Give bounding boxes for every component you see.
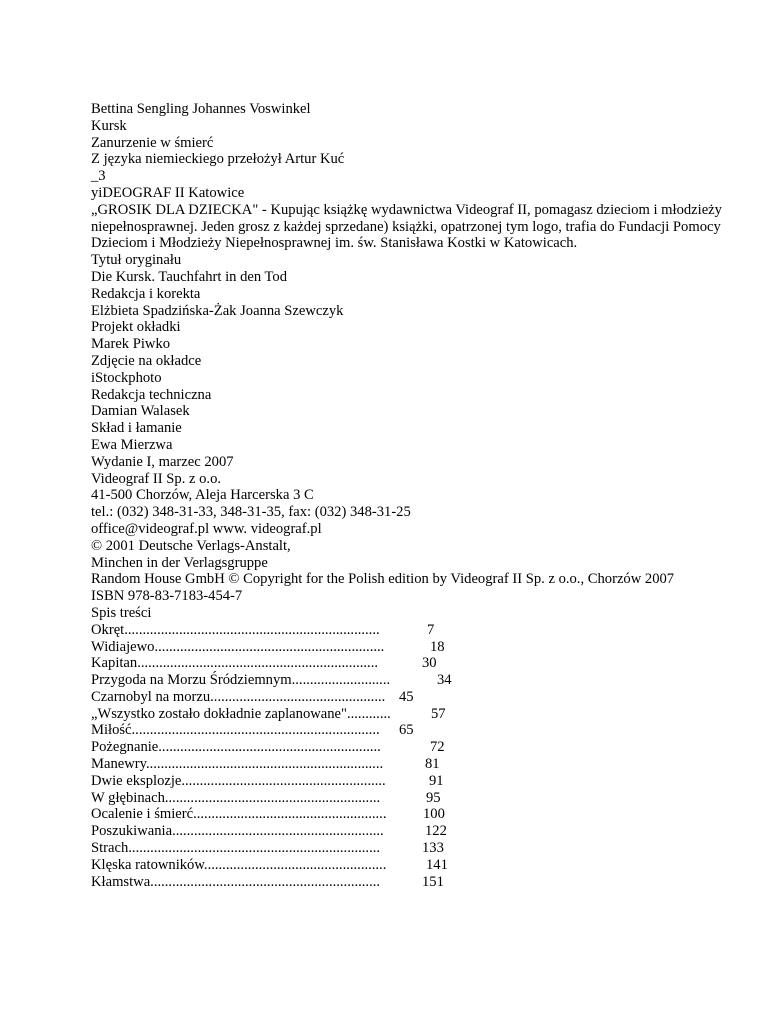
toc-entry-page: 65 [399,722,414,739]
credit-editing-names: Elżbieta Spadzińska-Żak Joanna Szewczyk [91,302,344,319]
toc-entry-title: Dwie eksplozje........................................................ [91,772,386,789]
credit-cover-photo-source: iStockphoto [91,369,162,386]
publisher-contact: office@videograf.pl www. videograf.pl [91,520,322,537]
toc-entry-title: W głębinach........................................................... [91,789,381,806]
toc-entry [91,706,731,723]
toc-entry-page: 100 [423,806,445,823]
credit-cover-design-name: Marek Piwko [91,336,171,353]
publisher-line: yiDEOGRAF II Katowice [91,184,245,201]
toc-entry-title: Widiajewo............................................................... [91,638,385,655]
toc-entry [91,857,731,874]
toc-entry [91,639,731,656]
credit-cover-design-label: Projekt okładki [91,319,181,336]
book-subtitle: Zanurzenie w śmierć [91,134,214,151]
publisher-name: Videograf II Sp. z o.o. [91,470,222,487]
credit-typesetting-label: Skład i łamanie [91,420,182,437]
toc-entry [91,622,731,639]
toc-entry-page: 133 [422,840,444,857]
toc-entry [91,874,731,891]
isbn: ISBN 978-83-7183-454-7 [91,588,243,605]
credit-technical-editing-name: Damian Walasek [91,403,190,420]
charity-notice: „GROSIK DLA DZIECKA" - Kupując książkę wydawnictwa Videograf II, pomagasz dzieciom i młodzieży niepełnosprawnej. Jeden grosz z każdej sprzedane) książki, opatrzonej tym logo, trafia do Fundacji Pomocy Dzieciom i Młodzieży Niepełnosprawnej im. św. Stanisława Kostki w Katowicach. [91,201,722,252]
publisher-address: 41-500 Chorzów, Aleja Harcerska 3 C [91,487,314,504]
toc-entry [91,655,731,672]
page-marker: _3 [91,168,106,185]
toc-entry-page: 30 [422,655,437,672]
toc-entry-page: 45 [399,688,414,705]
toc-entry [91,672,731,689]
toc-entry-title: Okręt...................................................................... [91,621,380,638]
toc-entry [91,739,731,756]
toc-entry-title: Klęska ratowników.................................................. [91,856,387,873]
toc-entry-title: Czarnobyl na morzu................................................ [91,688,386,705]
toc-entry [91,790,731,807]
toc-entry-title: Kapitan.................................................................. [91,655,378,672]
toc-entry-page: 18 [430,638,445,655]
toc-entry-title: Miłość.................................................................... [91,722,380,739]
credit-technical-editing-label: Redakcja techniczna [91,386,212,403]
toc-entry-page: 91 [429,772,444,789]
credit-original-title-label: Tytuł oryginału [91,252,182,269]
polish-copyright: Random House GmbH © Copyright for the Polish edition by Videograf II Sp. z o.o., Chorzów 2007 [91,571,675,588]
original-publisher-group: Minchen in der Verlagsgruppe [91,554,268,571]
toc-entry [91,823,731,840]
toc-entry [91,840,731,857]
toc-entry-page: 141 [426,856,448,873]
translator-line: Z języka niemieckiego przełożył Artur Kuć [91,151,345,168]
document-page [91,101,731,890]
toc-entry-title: Ocalenie i śmierć..................................................... [91,806,387,823]
credit-editing-label: Redakcja i korekta [91,285,201,302]
publisher-phone: tel.: (032) 348-31-33, 348-31-35, fax: (032) 348-31-25 [91,504,411,521]
toc-entry-page: 34 [437,672,452,689]
edition-line: Wydanie I, marzec 2007 [91,453,234,470]
toc-entry-page: 7 [427,621,435,638]
credit-original-title: Die Kursk. Tauchfahrt in den Tod [91,268,288,285]
toc-entry-title: Poszukiwania.......................................................... [91,823,384,840]
toc-entry-title: Manewry................................................................. [91,756,384,773]
toc-entry [91,806,731,823]
toc-entry [91,689,731,706]
toc-entry-title: Kłamstwa............................................................... [91,873,381,890]
toc-entry-page: 57 [431,705,446,722]
toc-heading: Spis treści [91,604,152,621]
credit-cover-photo-label: Zdjęcie na okładce [91,352,202,369]
original-copyright: © 2001 Deutsche Verlags-Anstalt, [91,537,291,554]
toc-entry [91,722,731,739]
toc-entry [91,773,731,790]
toc-entry-title: Przygoda na Morzu Śródziemnym........................... [91,672,391,689]
toc-entry-title: Strach..................................................................... [91,840,381,857]
toc-entry-page: 81 [425,756,440,773]
author-line: Bettina Sengling Johannes Voswinkel [91,101,311,117]
table-of-contents [91,622,731,891]
toc-entry-page: 151 [422,873,444,890]
toc-entry-title: „Wszystko zostało dokładnie zaplanowane"............ [91,705,391,722]
book-title: Kursk [91,117,127,134]
toc-entry [91,756,731,773]
toc-entry-page: 122 [425,823,447,840]
toc-entry-page: 95 [426,789,441,806]
toc-entry-title: Pożegnanie............................................................. [91,739,381,756]
credit-typesetting-name: Ewa Mierzwa [91,436,173,453]
toc-entry-page: 72 [430,739,445,756]
